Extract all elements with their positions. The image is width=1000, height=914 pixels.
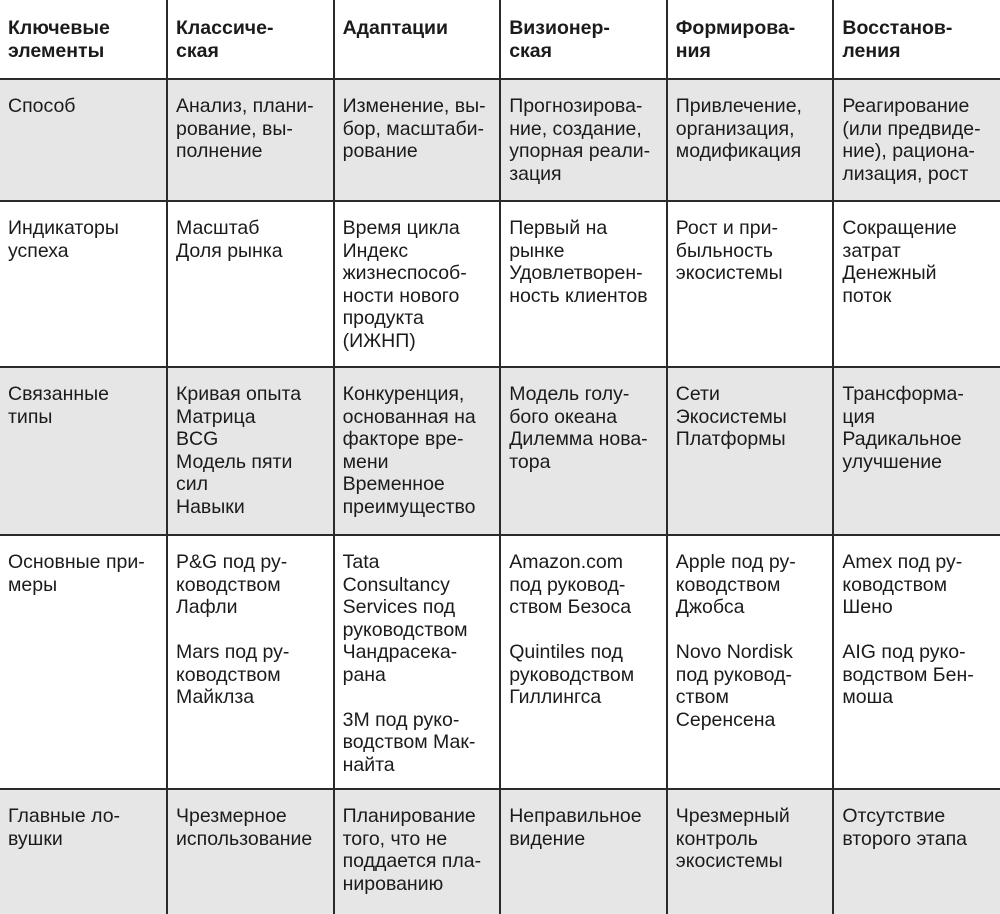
table-cell: Чрезмерное использование (167, 789, 334, 914)
row-label-cell: Основные при- меры (0, 535, 167, 789)
table-cell: Анализ, плани- рование, вы- полнение (167, 79, 334, 201)
table-cell: Модель голу- бого океана Дилемма нова- тора (500, 367, 667, 535)
table-row (0, 201, 1000, 367)
table-row (0, 79, 1000, 201)
header-visionary: Визионер- ская (500, 0, 667, 79)
header-shaping: Формирова- ния (667, 0, 834, 79)
table-cell: Изменение, вы- бор, масштаби- рование (334, 79, 501, 201)
header-renewal: Восстанов- ления (833, 0, 1000, 79)
table-cell: Неправильное видение (500, 789, 667, 914)
table-cell: Отсутствие второго этапа (833, 789, 1000, 914)
table-cell: Трансформа- ция Радикальное улучшение (833, 367, 1000, 535)
row-label-cell: Главные ло- вушки (0, 789, 167, 914)
table-header-row (0, 0, 1000, 79)
table-cell: Чрезмерный контроль экосистемы (667, 789, 834, 914)
header-key-elements: Ключевые элементы (0, 0, 167, 79)
table-cell: Время цикла Индекс жизнеспособ- ности нового продукта (ИЖНП) (334, 201, 501, 367)
table-cell: Amazon.com под руковод- ством Безоса Quintiles под руководством Гиллингса (500, 535, 667, 789)
header-classic: Классиче- ская (167, 0, 334, 79)
table-cell: Сети Экосистемы Платформы (667, 367, 834, 535)
table-row (0, 789, 1000, 914)
table-cell: Apple под ру- ководством Джобса Novo Nordisk под руковод- ством Серенсена (667, 535, 834, 789)
table-cell: Реагирование (или предвиде- ние), рациона- лизация, рост (833, 79, 1000, 201)
table-cell: Amex под ру- ководством Шено AIG под руко- водством Бен- моша (833, 535, 1000, 789)
table-cell: Рост и при- быльность экосистемы (667, 201, 834, 367)
header-adaptive: Адаптации (334, 0, 501, 79)
table-cell: Первый на рынке Удовлетворен- ность клиентов (500, 201, 667, 367)
table-cell: Масштаб Доля рынка (167, 201, 334, 367)
table-cell: P&G под ру- ководством Лафли Mars под ру- ководством Майклза (167, 535, 334, 789)
row-label-cell: Индикаторы успеха (0, 201, 167, 367)
table-row (0, 535, 1000, 789)
table-cell: Кривая опыта Матрица BCG Модель пяти сил Навыки (167, 367, 334, 535)
table-cell: Прогнозирова- ние, создание, упорная реали- зация (500, 79, 667, 201)
table-cell: Привлечение, организация, модификация (667, 79, 834, 201)
table-cell: Конкуренция, основанная на факторе вре- мени Временное преимущество (334, 367, 501, 535)
table-cell: Сокращение затрат Денежный поток (833, 201, 1000, 367)
row-label-cell: Связанные типы (0, 367, 167, 535)
table-row (0, 367, 1000, 535)
table-cell: Tata Consultancy Services под руководством Чандрасека- рана 3M под руко- водством Мак- найта (334, 535, 501, 789)
row-label-cell: Способ (0, 79, 167, 201)
table-cell: Планирование того, что не поддается пла- нированию (334, 789, 501, 914)
